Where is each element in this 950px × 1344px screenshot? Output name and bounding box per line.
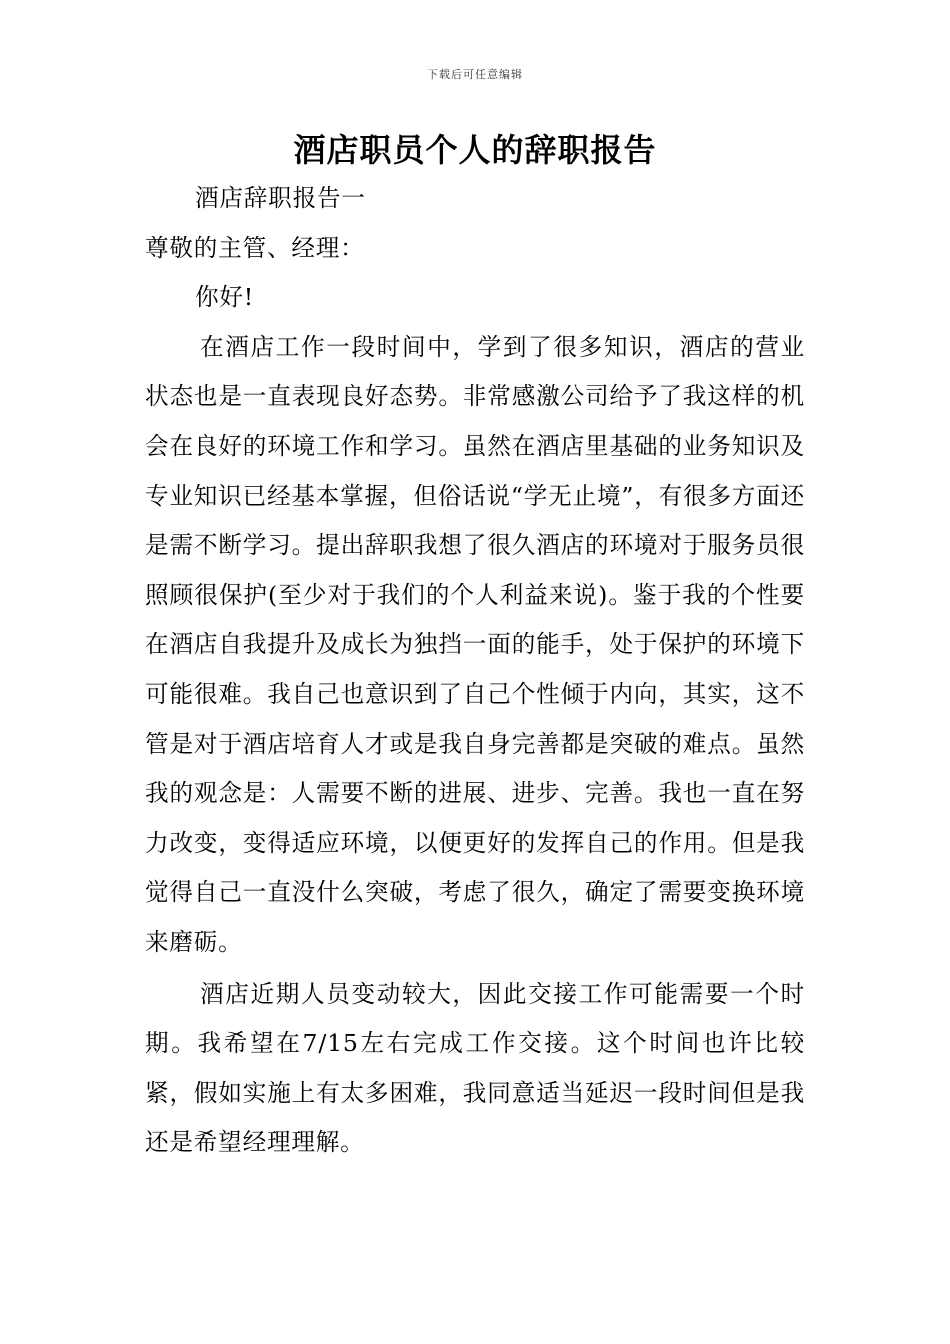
salutation: 尊敬的主管、经理： [145, 233, 365, 262]
paragraph-1: 在酒店工作一段时间中，学到了很多知识，酒店的营业状态也是一直表现良好态势。非常感激公司给予了我这样的机会在良好的环境工作和学习。虽然在酒店里基础的业务知识及专业知识已经基本掌握，但俗话说“学无止境”，有很多方面还是需不断学习。提出辞职我想了很久酒店的环境对于服务员很照顾很保护(至少对于我们的个人利益来说)。鉴于我的个性要在酒店自我提升及成长为独挡一面的能手，处于保护的环境下可能很难。我自己也意识到了自己个性倾于内向，其实，这不管是对于酒店培育人才或是我自身完善都是突破的难点。虽然我的观念是：人需要不断的进展、进步、完善。我也一直在努力改变，变得适应环境，以便更好的发挥自己的作用。但是我觉得自己一直没什么突破，考虑了很久，确定了需要变换环境来磨砺。 [145, 332, 805, 956]
greeting: 你好! [195, 283, 255, 312]
document-title: 酒店职员个人的辞职报告 [293, 131, 657, 169]
section-subtitle: 酒店辞职报告一 [195, 184, 366, 212]
header-note: 下载后可任意编辑 [427, 68, 523, 81]
paragraph-2: 酒店近期人员变动较大，因此交接工作可能需要一个时期。我希望在7/15左右完成工作交接。这个时间也许比较紧，假如实施上有太多困难，我同意适当延迟一段时间但是我还是希望经理理解。 [145, 979, 805, 1157]
document-body [145, 174, 805, 1168]
